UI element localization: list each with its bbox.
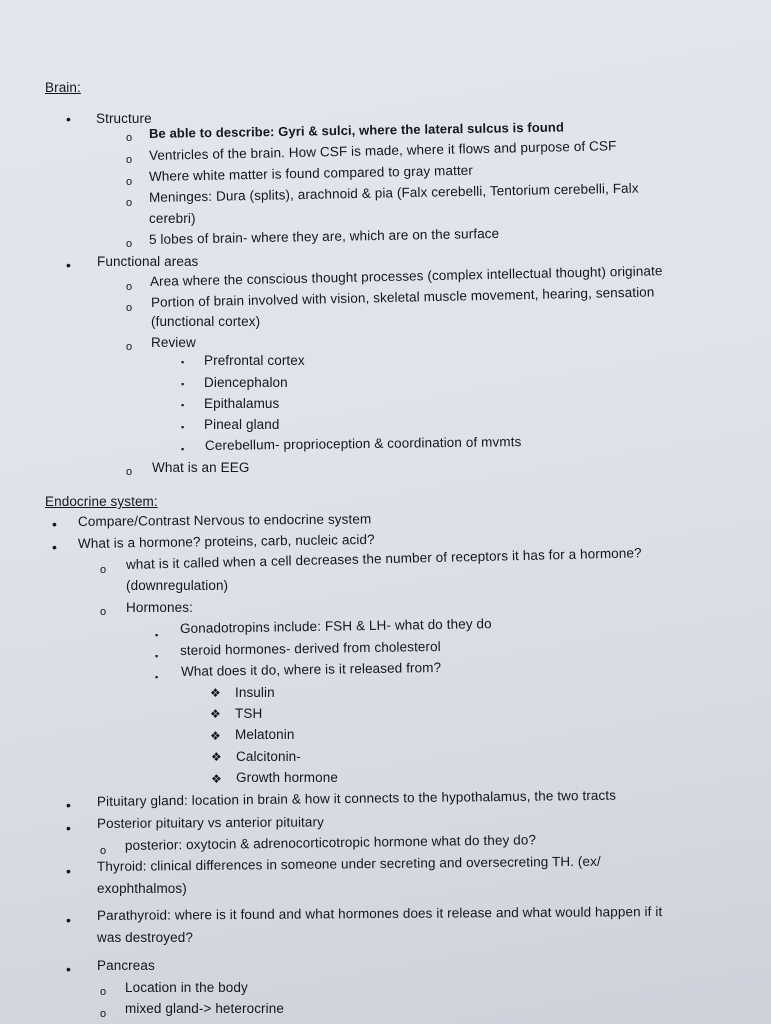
eeg-item: What is an EEG [152, 460, 250, 475]
compare-item: Compare/Contrast Nervous to endocrine system [77, 511, 372, 529]
diamond-marker: ❖ [211, 750, 222, 764]
review-item: Pineal gland [204, 417, 280, 432]
pancreas-subitem: mixed gland-> heterocrine [125, 1001, 284, 1016]
circle-marker: o [100, 606, 107, 618]
circle-marker: o [126, 176, 133, 188]
square-marker: ▪ [181, 422, 185, 432]
diamond-marker: ❖ [210, 729, 221, 743]
functional-item: Portion of brain involved with vision, skeletal muscle movement, hearing, sensation [150, 284, 655, 310]
circle-marker: o [100, 564, 107, 576]
bullet-marker: • [66, 863, 71, 879]
circle-marker: o [126, 238, 133, 250]
structure-item: Be able to describe: Gyri & sulci, where the lateral sulcus is found [148, 119, 565, 141]
square-marker: ▪ [155, 672, 159, 682]
diamond-marker: ❖ [210, 686, 221, 700]
review-label: Review [151, 335, 196, 350]
square-marker: ▪ [181, 357, 185, 367]
hormone-example: TSH [235, 706, 263, 721]
square-marker: ▪ [155, 630, 159, 640]
bullet-marker: • [66, 257, 71, 273]
functional-item: Area where the conscious thought processes (complex intellectual thought) originate [149, 263, 663, 289]
hormone-example: Insulin [235, 685, 275, 700]
bullet-marker: • [66, 961, 71, 977]
square-marker: ▪ [181, 444, 185, 454]
functional-label: Functional areas [97, 254, 199, 269]
structure-label: Structure [96, 111, 152, 126]
review-item: Epithalamus [204, 396, 280, 411]
endocrine-heading: Endocrine system: [45, 494, 158, 509]
review-item: Diencephalon [204, 375, 288, 390]
bullet-marker: • [66, 797, 71, 813]
brain-heading: Brain: [45, 80, 81, 95]
thyroid-item-continued: exophthalmos) [97, 881, 187, 896]
hormone-example: Melatonin [235, 727, 295, 742]
circle-marker: o [100, 1008, 107, 1020]
parathyroid-item-continued: was destroyed? [97, 930, 193, 945]
bullet-marker: • [66, 820, 71, 836]
downregulation-answer: (downregulation) [126, 578, 229, 593]
structure-item-continued: cerebri) [149, 211, 196, 226]
circle-marker: o [126, 466, 133, 478]
hormones-label: Hormones: [126, 600, 193, 615]
functional-item-continued: (functional cortex) [151, 314, 261, 329]
structure-item: Ventricles of the brain. How CSF is made, where it flows and purpose of CSF [148, 138, 617, 163]
hormone-question: What is a hormone? proteins, carb, nucleic acid? [77, 531, 375, 551]
circle-marker: o [126, 302, 133, 314]
review-item: Prefrontal cortex [204, 353, 305, 368]
review-item: Cerebellum- proprioception & coordination of mvmts [204, 434, 522, 453]
bullet-marker: • [52, 516, 57, 532]
circle-marker: o [126, 132, 133, 144]
square-marker: ▪ [155, 651, 159, 661]
structure-item: 5 lobes of brain- where they are, which are on the surface [148, 225, 500, 247]
hormone-item: Gonadotropins include: FSH & LH- what do they do [179, 616, 492, 636]
circle-marker: o [100, 845, 107, 857]
circle-marker: o [126, 341, 133, 353]
diamond-marker: ❖ [211, 772, 222, 786]
hormone-example: Growth hormone [236, 770, 338, 785]
circle-marker: o [100, 986, 107, 998]
circle-marker: o [126, 281, 133, 293]
structure-item: Where white matter is found compared to gray matter [148, 162, 474, 184]
square-marker: ▪ [181, 400, 185, 410]
circle-marker: o [126, 197, 133, 209]
parathyroid-item: Parathyroid: where is it found and what hormones does it release and what would happen if it [96, 904, 663, 923]
posterior-anterior-item: Posterior pituitary vs anterior pituitary [96, 814, 324, 831]
square-marker: ▪ [181, 379, 185, 389]
pituitary-item: Pituitary gland: location in brain & how it connects to the hypothalamus, the two tracts [96, 787, 617, 809]
structure-item: Meninges: Dura (splits), arachnoid & pia (Falx cerebelli, Tentorium cerebelli, Falx [148, 180, 639, 205]
pancreas-subitem: Location in the body [125, 980, 248, 995]
hormone-example: Calcitonin- [236, 749, 301, 764]
hormone-item: steroid hormones- derived from cholesterol [179, 638, 441, 658]
bullet-marker: • [66, 912, 71, 928]
hormone-item: What does it do, where is it released from? [180, 659, 442, 679]
pancreas-item: Pancreas [97, 958, 155, 973]
circle-marker: o [126, 154, 133, 166]
bullet-marker: • [66, 111, 71, 127]
posterior-item: posterior: oxytocin & adrenocorticotropic hormone what do they do? [124, 832, 537, 853]
bullet-marker: • [52, 539, 57, 555]
downregulation-question: what is it called when a cell decreases the number of receptors it has for a hormone? [125, 545, 642, 572]
diamond-marker: ❖ [210, 707, 221, 721]
thyroid-item: Thyroid: clinical differences in someone under secreting and oversecreting TH. (ex/ [96, 853, 601, 874]
